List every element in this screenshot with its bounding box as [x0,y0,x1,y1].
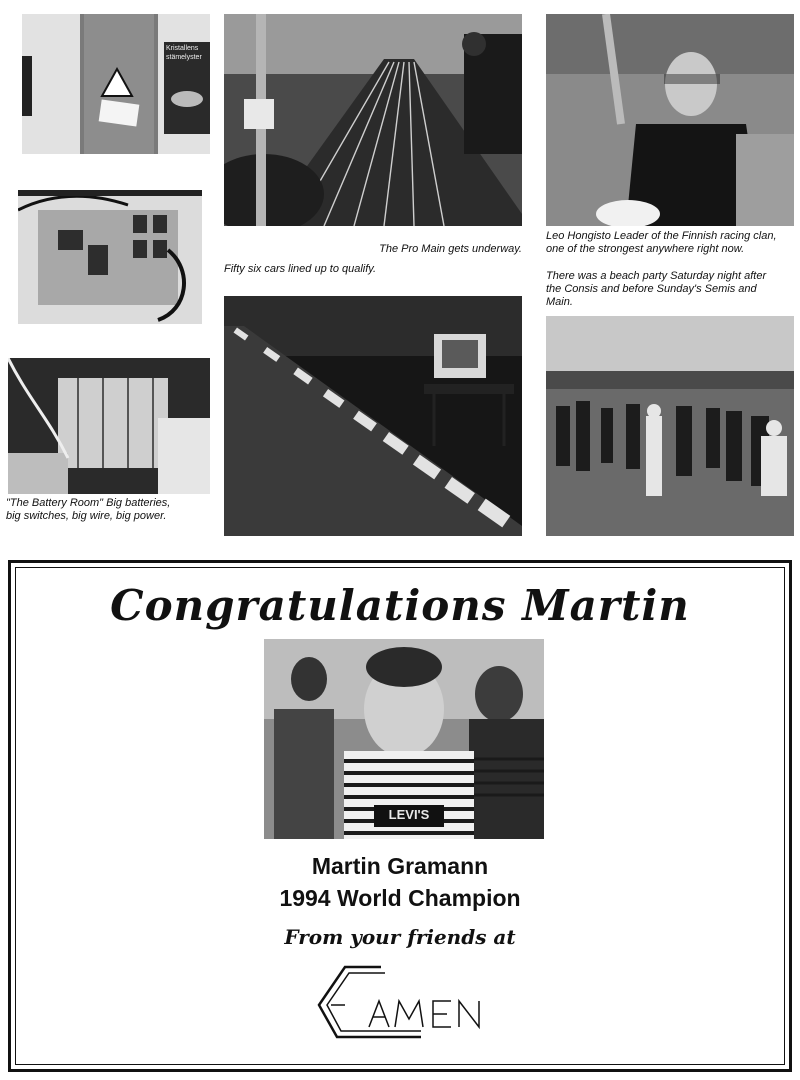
champion-name: Martin Gramann [311,853,489,879]
caption-line: There was a beach party Saturday night after [546,270,767,282]
caption-pro-main: The Pro Main gets underway. [379,243,522,255]
caption-beach-party [546,270,796,309]
door-sign-text: Kristallens stämelyster [166,45,202,61]
caption-line: "The Battery Room" Big batteries, [6,497,171,509]
ad-signoff: From your friends at [284,925,516,949]
photo-cars-lined-up [224,296,522,536]
champion-title: 1994 World Champion [279,885,521,911]
caption-battery-room [6,497,216,523]
photo-martin-gramann [264,639,544,839]
caption-line: Leo Hongisto Leader of the Finnish racing clan, [546,230,777,242]
caption-line: big switches, big wire, big power. [6,510,167,522]
photo-leo-hongisto [546,14,794,226]
caption-line: the Consis and before Sunday's Semis and [546,283,757,295]
photo-office-door [22,14,210,154]
ad-headline: Congratulations Martin [110,581,690,630]
caption-line: one of the strongest anywhere right now. [546,243,745,255]
caption-qualify: Fifty six cars lined up to qualify. [224,263,377,275]
camen-logo [311,961,497,1043]
congratulations-ad [8,560,792,1072]
photo-pro-main-track [224,14,522,226]
caption-leo-hongisto [546,230,796,256]
caption-line: Main. [546,296,573,308]
shirt-text: LEVI'S [388,807,430,822]
photo-beach-party [546,316,794,536]
photo-electronics-board [18,190,202,324]
photo-battery-room [8,358,210,494]
